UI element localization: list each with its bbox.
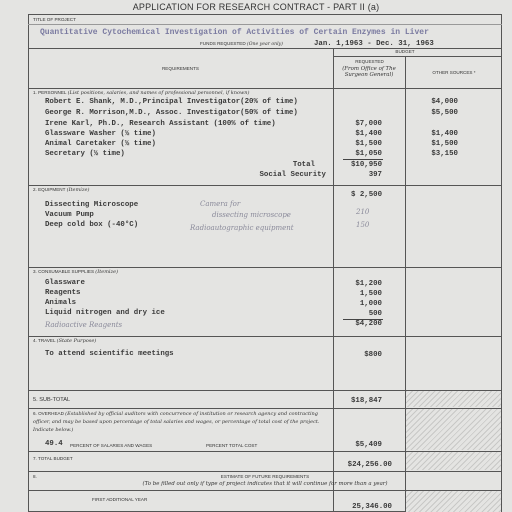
other-sources-header: OTHER SOURCES * (432, 70, 476, 75)
personnel-other-value: $4,000 (431, 98, 458, 106)
requested-subheader: (From Office of The Surgeon General) (342, 66, 396, 78)
overhead-hatched-cell (406, 409, 501, 450)
personnel-other-value: $5,500 (431, 109, 458, 117)
equipment-handwritten-note: Camera for (200, 200, 241, 208)
supplies-row: Liquid nitrogen and dry ice (45, 309, 165, 317)
personnel-other-value: $1,400 (431, 130, 458, 138)
future-heading: ESTIMATE OF FUTURE REQUIREMENTS (220, 474, 310, 479)
total-hatched-cell (406, 452, 501, 470)
personnel-label: 1. PERSONNEL (List positions, salaries, and names of professional personnel, if known) (33, 90, 250, 96)
supplies-row: Animals (45, 299, 77, 307)
requirements-header: REQUIREMENTS (161, 66, 199, 71)
first-year-label: FIRST ADDITIONAL YEAR (92, 497, 148, 502)
supplies-total-value: $4,200 (355, 320, 382, 328)
overhead-label: 6. OVERHEAD (Established by official auditors with concurrence of institution or research agency and contracting officer, and may be based upon percentage of total salaries and wages, or percentage of total cost of the project. Indicate below.) (33, 411, 320, 433)
equipment-requested-value: $ 2,500 (350, 191, 382, 199)
equipment-handwritten-note: Radioautographic equipment (190, 224, 294, 232)
subtotal-hatched-cell (406, 391, 501, 407)
equipment-handwritten-value: 150 (356, 221, 370, 229)
personnel-row: Glassware Washer (½ time) (45, 130, 156, 138)
personnel-row: Animal Caretaker (½ time) (45, 140, 156, 148)
personnel-other-value: $3,150 (431, 150, 458, 158)
personnel-requested-value: $1,500 (355, 140, 382, 148)
funds-period: Jan. 1,1963 - Dec. 31, 1963 (314, 40, 434, 48)
subtotal-value: $18,847 (350, 397, 382, 405)
personnel-other-value: $1,500 (431, 140, 458, 148)
supplies-row: Reagents (45, 289, 81, 297)
supplies-requested-value: $1,200 (355, 280, 382, 288)
equipment-handwritten-value: 210 (356, 208, 370, 216)
overhead-value: $5,409 (355, 441, 382, 449)
form-title: APPLICATION FOR RESEARCH CONTRACT - PART II (132, 2, 365, 12)
travel-purpose: To attend scientific meetings (45, 350, 174, 358)
future-label: 8. (33, 474, 37, 479)
personnel-total-value: $10,950 (350, 161, 382, 169)
supplies-requested-value: 500 (368, 310, 382, 318)
supplies-handwritten-note: Radioactive Reagents (45, 321, 123, 329)
personnel-requested-value: $1,400 (355, 130, 382, 138)
equipment-row: Deep cold box (-40°C) (45, 221, 139, 229)
form-header (0, 0, 512, 14)
social-security-value: 397 (368, 171, 382, 179)
supplies-row: Glassware (45, 279, 85, 287)
supplies-requested-value: 1,000 (359, 300, 382, 308)
personnel-row: George R. Morrison,M.D., Assoc. Investigator(50% of time) (45, 109, 298, 117)
personnel-total-label: Total (292, 161, 315, 169)
total-budget-value: $24,256.00 (347, 461, 392, 469)
personnel-row: Irene Karl, Ph.D., Research Assistant (100% of time) (45, 120, 276, 128)
travel-requested-value: $800 (364, 351, 382, 359)
requested-header: REQUESTED (355, 59, 384, 64)
personnel-row: Secretary (½ time) (45, 150, 125, 158)
funds-label: FUNDS REQUESTED (One year only) (200, 41, 283, 47)
overhead-salaries-label: PERCENT OF SALARIES AND WAGES (70, 443, 153, 448)
supplies-label: 3. CONSUMABLE SUPPLIES (Itemize) (33, 269, 119, 275)
equipment-row: Dissecting Microscope (45, 201, 139, 209)
budget-header: BUDGET (395, 49, 415, 54)
future-note: (To be filled out only if type of project indicates that it will continue for more than a year) (142, 481, 388, 487)
project-label: TITLE OF PROJECT (33, 17, 76, 22)
first-year-value: 25,346.00 (352, 503, 392, 511)
overhead-percent: 49.4 (45, 440, 63, 448)
total-budget-label: 7. TOTAL BUDGET (33, 456, 73, 461)
overhead-cost-label: PERCENT TOTAL COST (206, 443, 258, 448)
supplies-requested-value: 1,500 (359, 290, 382, 298)
personnel-requested-value: $7,000 (355, 120, 382, 128)
equipment-row: Vacuum Pump (45, 211, 94, 219)
travel-label: 4. TRAVEL (State Purpose) (33, 338, 97, 344)
subtotal-label: 5. SUB-TOTAL (33, 397, 71, 403)
personnel-row: Robert E. Shank, M.D.,Principal Investigator(20% of time) (45, 98, 298, 106)
form-part-suffix: (a) (367, 2, 380, 12)
equipment-handwritten-note: dissecting microscope (212, 211, 291, 219)
social-security-label: Social Security (259, 171, 326, 179)
project-title: Quantitative Cytochemical Investigation of Activities of Certain Enzymes in Liver (40, 28, 429, 37)
equipment-label: 2. EQUIPMENT (Itemize) (33, 187, 90, 193)
personnel-requested-value: $1,050 (355, 150, 382, 158)
future-hatched-cell (406, 491, 501, 512)
